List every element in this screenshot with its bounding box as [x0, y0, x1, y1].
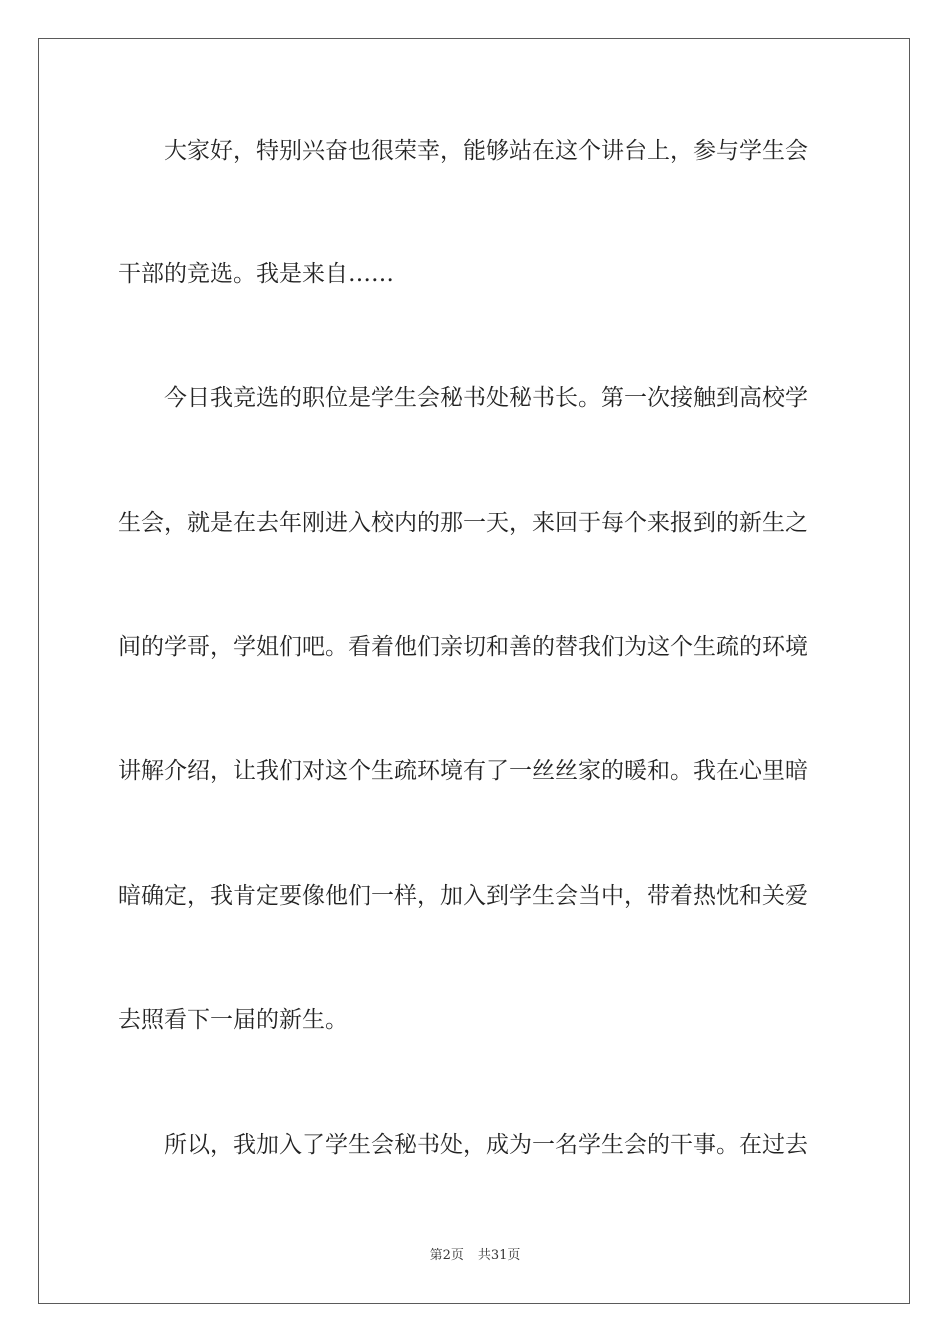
paragraph-3-line-1: 所以，我加入了学生会秘书处，成为一名学生会的干事。在过去	[164, 1132, 808, 1158]
paragraph-2-line-3: 间的学哥，学姐们吧。看着他们亲切和善的替我们为这个生疏的环境	[118, 634, 808, 660]
paragraph-1-line-1: 大家好，特别兴奋也很荣幸，能够站在这个讲台上，参与学生会	[164, 138, 808, 164]
page-frame	[38, 38, 910, 1304]
paragraph-2-line-1: 今日我竞选的职位是学生会秘书处秘书长。第一次接触到高校学	[164, 385, 808, 411]
paragraph-2-line-4: 讲解介绍，让我们对这个生疏环境有了一丝丝家的暖和。我在心里暗	[118, 758, 808, 784]
paragraph-1-line-2: 干部的竞选。我是来自……	[118, 261, 394, 287]
page-footer	[0, 1246, 950, 1266]
page-total: 共31页	[477, 1248, 521, 1263]
paragraph-2-line-5: 暗确定，我肯定要像他们一样，加入到学生会当中，带着热忱和关爱	[118, 883, 808, 909]
paragraph-2-line-6: 去照看下一届的新生。	[118, 1007, 348, 1033]
page-number: 第2页	[429, 1248, 464, 1263]
paragraph-2-line-2: 生会，就是在去年刚进入校内的那一天，来回于每个来报到的新生之	[118, 510, 808, 536]
